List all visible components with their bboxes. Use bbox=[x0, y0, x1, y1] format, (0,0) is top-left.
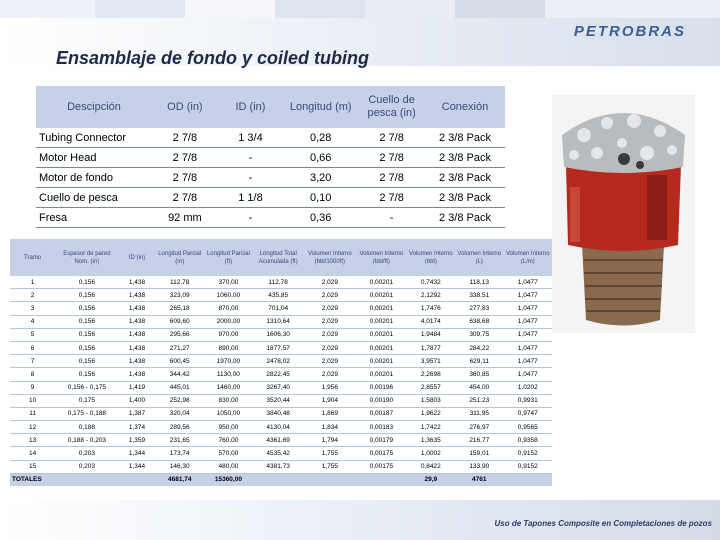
table-cell: 2 7/8 bbox=[358, 168, 425, 188]
table-cell: 1,400 bbox=[119, 394, 156, 407]
ct-table-row bbox=[10, 355, 552, 368]
table-cell: 0,00179 bbox=[356, 434, 406, 447]
table-cell: 1,0477 bbox=[503, 302, 552, 315]
table-cell: 251,23 bbox=[455, 394, 503, 407]
table-cell: 2,029 bbox=[304, 276, 357, 289]
table-cell: 2,029 bbox=[304, 289, 357, 302]
column-header: Conexión bbox=[425, 86, 505, 128]
table-cell: 276,97 bbox=[455, 421, 503, 434]
ct-table-row bbox=[10, 328, 552, 341]
table-cell: 265,18 bbox=[155, 302, 204, 315]
table-cell: 2 bbox=[10, 289, 55, 302]
totals-row bbox=[10, 473, 552, 486]
table-cell: 1,344 bbox=[119, 447, 156, 460]
table-cell: 3267,40 bbox=[253, 381, 304, 394]
table-cell: 3520,44 bbox=[253, 394, 304, 407]
table-cell: 2478,02 bbox=[253, 355, 304, 368]
table-cell: 1,438 bbox=[119, 328, 156, 341]
table-cell: 1,5803 bbox=[407, 394, 455, 407]
table-cell: 0,9358 bbox=[503, 434, 552, 447]
table-cell: 870,00 bbox=[204, 302, 253, 315]
ct-table-row bbox=[10, 276, 552, 289]
table-cell: 2 7/8 bbox=[152, 148, 218, 168]
table-cell: 3,9571 bbox=[407, 355, 455, 368]
table-cell: 445,01 bbox=[155, 381, 204, 394]
table-cell: 4381,73 bbox=[253, 460, 304, 473]
ct-table-row bbox=[10, 407, 552, 420]
table-cell: 2,2698 bbox=[407, 368, 455, 381]
table-cell: 1 1/8 bbox=[218, 188, 283, 208]
total-cell bbox=[253, 473, 304, 486]
table-cell: 0,156 bbox=[55, 328, 118, 341]
table-cell: 11 bbox=[10, 407, 55, 420]
table-cell: 2822,45 bbox=[253, 368, 304, 381]
column-header: ID (in) bbox=[218, 86, 283, 128]
table-cell: 133,90 bbox=[455, 460, 503, 473]
column-header: OD (in) bbox=[152, 86, 218, 128]
table-cell: 1,419 bbox=[119, 381, 156, 394]
table-cell: Motor de fondo bbox=[36, 168, 152, 188]
table-cell: 0,00183 bbox=[356, 421, 406, 434]
table-cell: 0,00196 bbox=[356, 381, 406, 394]
table-cell: 118,13 bbox=[455, 276, 503, 289]
column-header: Volumen Interno (bbl) bbox=[407, 239, 455, 276]
table-cell: 1,956 bbox=[304, 381, 357, 394]
table-cell: 480,00 bbox=[204, 460, 253, 473]
table-cell: 2,029 bbox=[304, 341, 357, 354]
table-cell: 2 7/8 bbox=[152, 168, 218, 188]
table-cell: 2000,00 bbox=[204, 315, 253, 328]
table-cell: 0,9565 bbox=[503, 421, 552, 434]
table-cell: 1310,64 bbox=[253, 315, 304, 328]
table-cell: 2 7/8 bbox=[152, 128, 218, 148]
ct-table-header bbox=[10, 239, 552, 276]
table-cell: 112,78 bbox=[155, 276, 204, 289]
table-cell: 4130,04 bbox=[253, 421, 304, 434]
ct-table-row bbox=[10, 302, 552, 315]
total-cell bbox=[503, 473, 552, 486]
table-cell: 0,156 bbox=[55, 302, 118, 315]
table-cell: 284,22 bbox=[455, 341, 503, 354]
table-cell: 320,04 bbox=[155, 407, 204, 420]
table-cell: 277,83 bbox=[455, 302, 503, 315]
table-cell: 4361,69 bbox=[253, 434, 304, 447]
table-cell: 216,77 bbox=[455, 434, 503, 447]
table-cell: 890,00 bbox=[204, 341, 253, 354]
slide-title: Ensamblaje de fondo y coiled tubing bbox=[56, 48, 370, 68]
table-cell: 2,029 bbox=[304, 302, 357, 315]
table-cell: - bbox=[218, 148, 283, 168]
table-cell: 970,00 bbox=[204, 328, 253, 341]
table-cell: 0,00201 bbox=[356, 302, 406, 315]
column-header: Descipción bbox=[36, 86, 152, 128]
bha-table-row bbox=[36, 208, 505, 228]
table-cell: 2 7/8 bbox=[358, 148, 425, 168]
table-cell: 1,794 bbox=[304, 434, 357, 447]
table-cell: 760,00 bbox=[204, 434, 253, 447]
table-cell: 638,68 bbox=[455, 315, 503, 328]
table-cell: 0,203 bbox=[55, 447, 118, 460]
table-cell: 159,01 bbox=[455, 447, 503, 460]
total-cell bbox=[356, 473, 406, 486]
table-cell: 0,9931 bbox=[503, 394, 552, 407]
table-cell: 0,66 bbox=[283, 148, 358, 168]
table-cell: 0,00201 bbox=[356, 328, 406, 341]
table-cell: 2,029 bbox=[304, 355, 357, 368]
table-cell: 1130,00 bbox=[204, 368, 253, 381]
table-cell: 0,8422 bbox=[407, 460, 455, 473]
table-cell: 1,0477 bbox=[503, 341, 552, 354]
table-cell: 360,85 bbox=[455, 368, 503, 381]
table-cell: 1,0477 bbox=[503, 289, 552, 302]
drill-bit-image bbox=[552, 95, 695, 333]
table-cell: 0,7432 bbox=[407, 276, 455, 289]
table-cell: 309,75 bbox=[455, 328, 503, 341]
table-cell: 1,0477 bbox=[503, 355, 552, 368]
table-cell: 344,42 bbox=[155, 368, 204, 381]
table-cell: 1,0477 bbox=[503, 276, 552, 289]
table-cell: 1,9484 bbox=[407, 328, 455, 341]
table-cell: 15 bbox=[10, 460, 55, 473]
table-cell: 3,20 bbox=[283, 168, 358, 188]
table-cell: 0,9152 bbox=[503, 447, 552, 460]
table-cell: 0,28 bbox=[283, 128, 358, 148]
table-cell: - bbox=[218, 208, 283, 228]
ct-table-row bbox=[10, 368, 552, 381]
coiled-tubing-table bbox=[10, 239, 552, 486]
table-cell: 1,0477 bbox=[503, 315, 552, 328]
table-cell: 1,755 bbox=[304, 460, 357, 473]
table-cell: 5 bbox=[10, 328, 55, 341]
table-cell: - bbox=[358, 208, 425, 228]
table-cell: 1606,30 bbox=[253, 328, 304, 341]
table-cell: 9 bbox=[10, 381, 55, 394]
table-cell: 2,029 bbox=[304, 328, 357, 341]
table-cell: 323,09 bbox=[155, 289, 204, 302]
table-cell: 1970,00 bbox=[204, 355, 253, 368]
table-cell: 701,04 bbox=[253, 302, 304, 315]
table-cell: 0,00190 bbox=[356, 394, 406, 407]
table-cell: 570,00 bbox=[204, 447, 253, 460]
ct-table-row bbox=[10, 289, 552, 302]
table-cell: 0,9747 bbox=[503, 407, 552, 420]
table-cell: 1460,00 bbox=[204, 381, 253, 394]
table-cell: 6 bbox=[10, 341, 55, 354]
table-cell: 2 3/8 Pack bbox=[425, 128, 505, 148]
drill-bit-photo bbox=[552, 95, 695, 333]
table-cell: 2 3/8 Pack bbox=[425, 168, 505, 188]
table-cell: 338,51 bbox=[455, 289, 503, 302]
table-cell: 950,00 bbox=[204, 421, 253, 434]
column-header: Tramo bbox=[10, 239, 55, 276]
table-cell: 1,438 bbox=[119, 315, 156, 328]
column-header: Volumen Interno (bbl/ft) bbox=[356, 239, 406, 276]
table-cell: 3840,48 bbox=[253, 407, 304, 420]
table-cell: 0,10 bbox=[283, 188, 358, 208]
table-cell: 0,156 bbox=[55, 368, 118, 381]
table-cell: 0,188 bbox=[55, 421, 118, 434]
table-cell: 271,27 bbox=[155, 341, 204, 354]
table-cell: 252,98 bbox=[155, 394, 204, 407]
table-cell: 1,0002 bbox=[407, 447, 455, 460]
table-cell: Tubing Connector bbox=[36, 128, 152, 148]
table-cell: 1,438 bbox=[119, 289, 156, 302]
table-cell: 830,00 bbox=[204, 394, 253, 407]
table-cell: 1,0202 bbox=[503, 381, 552, 394]
table-cell: 92 mm bbox=[152, 208, 218, 228]
table-cell: 1,9622 bbox=[407, 407, 455, 420]
table-cell: 4,0174 bbox=[407, 315, 455, 328]
total-cell: 15360,00 bbox=[204, 473, 253, 486]
total-cell: 4681,74 bbox=[155, 473, 204, 486]
column-header: Espesor de pared Nom. (in) bbox=[55, 239, 118, 276]
table-cell: 0,00201 bbox=[356, 289, 406, 302]
table-cell: 0,9152 bbox=[503, 460, 552, 473]
company-logo: PETROBRAS bbox=[573, 23, 686, 40]
table-cell: 14 bbox=[10, 447, 55, 460]
table-cell: 2,029 bbox=[304, 315, 357, 328]
table-cell: 1,7877 bbox=[407, 341, 455, 354]
table-cell: 2 3/8 Pack bbox=[425, 208, 505, 228]
column-header: Volumen Interno (L/m) bbox=[503, 239, 552, 276]
table-cell: 2,029 bbox=[304, 368, 357, 381]
table-cell: 231,65 bbox=[155, 434, 204, 447]
table-cell: 0,156 bbox=[55, 341, 118, 354]
table-cell: 1,344 bbox=[119, 460, 156, 473]
table-cell: 0,156 bbox=[55, 355, 118, 368]
table-cell: 1,904 bbox=[304, 394, 357, 407]
table-cell: 1,834 bbox=[304, 421, 357, 434]
table-cell: 0,188 - 0,203 bbox=[55, 434, 118, 447]
ct-table-body bbox=[10, 276, 552, 486]
column-header: Volumen Interno (bbl/1000ft) bbox=[304, 239, 357, 276]
table-cell: 0,203 bbox=[55, 460, 118, 473]
ct-table-row bbox=[10, 434, 552, 447]
table-cell: 0,156 bbox=[55, 315, 118, 328]
table-cell: 2,1292 bbox=[407, 289, 455, 302]
total-cell: 29,9 bbox=[407, 473, 455, 486]
table-cell: 1,387 bbox=[119, 407, 156, 420]
table-cell: 0,00201 bbox=[356, 355, 406, 368]
table-cell: 295,66 bbox=[155, 328, 204, 341]
table-cell: 1,438 bbox=[119, 368, 156, 381]
bha-table-row bbox=[36, 168, 505, 188]
table-cell: 1 3/4 bbox=[218, 128, 283, 148]
ct-table-row bbox=[10, 460, 552, 473]
table-cell: 1,0477 bbox=[503, 368, 552, 381]
table-cell: 4535,42 bbox=[253, 447, 304, 460]
table-cell: 0,00201 bbox=[356, 276, 406, 289]
table-cell: 1,374 bbox=[119, 421, 156, 434]
table-cell: 0,00175 bbox=[356, 460, 406, 473]
ct-table-row bbox=[10, 447, 552, 460]
table-cell: 1,869 bbox=[304, 407, 357, 420]
table-cell: 629,11 bbox=[455, 355, 503, 368]
total-cell bbox=[304, 473, 357, 486]
table-cell: 1,755 bbox=[304, 447, 357, 460]
table-cell: 2,8557 bbox=[407, 381, 455, 394]
total-cell bbox=[119, 473, 156, 486]
bha-table-header bbox=[36, 86, 505, 128]
table-cell: Motor Head bbox=[36, 148, 152, 168]
table-cell: 0,00201 bbox=[356, 341, 406, 354]
top-band bbox=[0, 0, 720, 18]
table-cell: 0,00201 bbox=[356, 368, 406, 381]
bha-table-row bbox=[36, 188, 505, 208]
table-cell: 311,95 bbox=[455, 407, 503, 420]
ct-table-row bbox=[10, 341, 552, 354]
table-cell: 173,74 bbox=[155, 447, 204, 460]
bha-table-row bbox=[36, 148, 505, 168]
table-cell: 1,438 bbox=[119, 341, 156, 354]
table-cell: 4 bbox=[10, 315, 55, 328]
table-cell: 0,00201 bbox=[356, 315, 406, 328]
table-cell: - bbox=[218, 168, 283, 188]
table-cell: 435,85 bbox=[253, 289, 304, 302]
table-cell: 1,7422 bbox=[407, 421, 455, 434]
table-cell: 1 bbox=[10, 276, 55, 289]
table-cell: 1877,57 bbox=[253, 341, 304, 354]
ct-table-row bbox=[10, 394, 552, 407]
table-cell: 1,438 bbox=[119, 276, 156, 289]
bha-table bbox=[36, 86, 505, 228]
table-cell: 0,00175 bbox=[356, 447, 406, 460]
table-cell: 0,156 bbox=[55, 276, 118, 289]
table-cell: 146,30 bbox=[155, 460, 204, 473]
table-cell: 609,60 bbox=[155, 315, 204, 328]
table-cell: 2 3/8 Pack bbox=[425, 188, 505, 208]
total-cell: 4761 bbox=[455, 473, 503, 486]
table-cell: 8 bbox=[10, 368, 55, 381]
column-header: Longitud Parcial (ft) bbox=[204, 239, 253, 276]
footer-text: Uso de Tapones Composite en Completaciones de pozos bbox=[494, 519, 712, 528]
table-cell: 0,156 bbox=[55, 289, 118, 302]
total-cell: TOTALES bbox=[10, 473, 55, 486]
ct-table-row bbox=[10, 315, 552, 328]
table-cell: 2 7/8 bbox=[358, 128, 425, 148]
table-cell: 1,0477 bbox=[503, 328, 552, 341]
column-header: Volumen Interno (L) bbox=[455, 239, 503, 276]
column-header: Longitud Total Acumulada (ft) bbox=[253, 239, 304, 276]
column-header: ID (in) bbox=[119, 239, 156, 276]
table-cell: 7 bbox=[10, 355, 55, 368]
bha-table-row bbox=[36, 128, 505, 148]
table-cell: 1050,00 bbox=[204, 407, 253, 420]
table-cell: 3 bbox=[10, 302, 55, 315]
table-cell: 1060,00 bbox=[204, 289, 253, 302]
ct-table-row bbox=[10, 381, 552, 394]
table-cell: Cuello de pesca bbox=[36, 188, 152, 208]
table-cell: 600,45 bbox=[155, 355, 204, 368]
table-cell: 2 7/8 bbox=[358, 188, 425, 208]
table-cell: 1,438 bbox=[119, 355, 156, 368]
table-cell: 1,359 bbox=[119, 434, 156, 447]
ct-table-row bbox=[10, 421, 552, 434]
table-cell: 13 bbox=[10, 434, 55, 447]
bha-table-body bbox=[36, 128, 505, 228]
table-cell: 112,78 bbox=[253, 276, 304, 289]
table-cell: 289,56 bbox=[155, 421, 204, 434]
table-cell: 454,00 bbox=[455, 381, 503, 394]
table-cell: 2 7/8 bbox=[152, 188, 218, 208]
column-header: Longitud (m) bbox=[283, 86, 358, 128]
table-cell: 1,3635 bbox=[407, 434, 455, 447]
table-cell: 1,7476 bbox=[407, 302, 455, 315]
table-cell: 12 bbox=[10, 421, 55, 434]
table-cell: Fresa bbox=[36, 208, 152, 228]
table-cell: 0,156 - 0,175 bbox=[55, 381, 118, 394]
table-cell: 0,36 bbox=[283, 208, 358, 228]
table-cell: 370,00 bbox=[204, 276, 253, 289]
table-cell: 0,175 bbox=[55, 394, 118, 407]
table-cell: 2 3/8 Pack bbox=[425, 148, 505, 168]
column-header: Cuello de pesca (in) bbox=[358, 86, 425, 128]
table-cell: 10 bbox=[10, 394, 55, 407]
table-cell: 0,175 - 0,188 bbox=[55, 407, 118, 420]
total-cell bbox=[55, 473, 118, 486]
table-cell: 0,00187 bbox=[356, 407, 406, 420]
column-header: Longitud Parcial (m) bbox=[155, 239, 204, 276]
table-cell: 1,438 bbox=[119, 302, 156, 315]
